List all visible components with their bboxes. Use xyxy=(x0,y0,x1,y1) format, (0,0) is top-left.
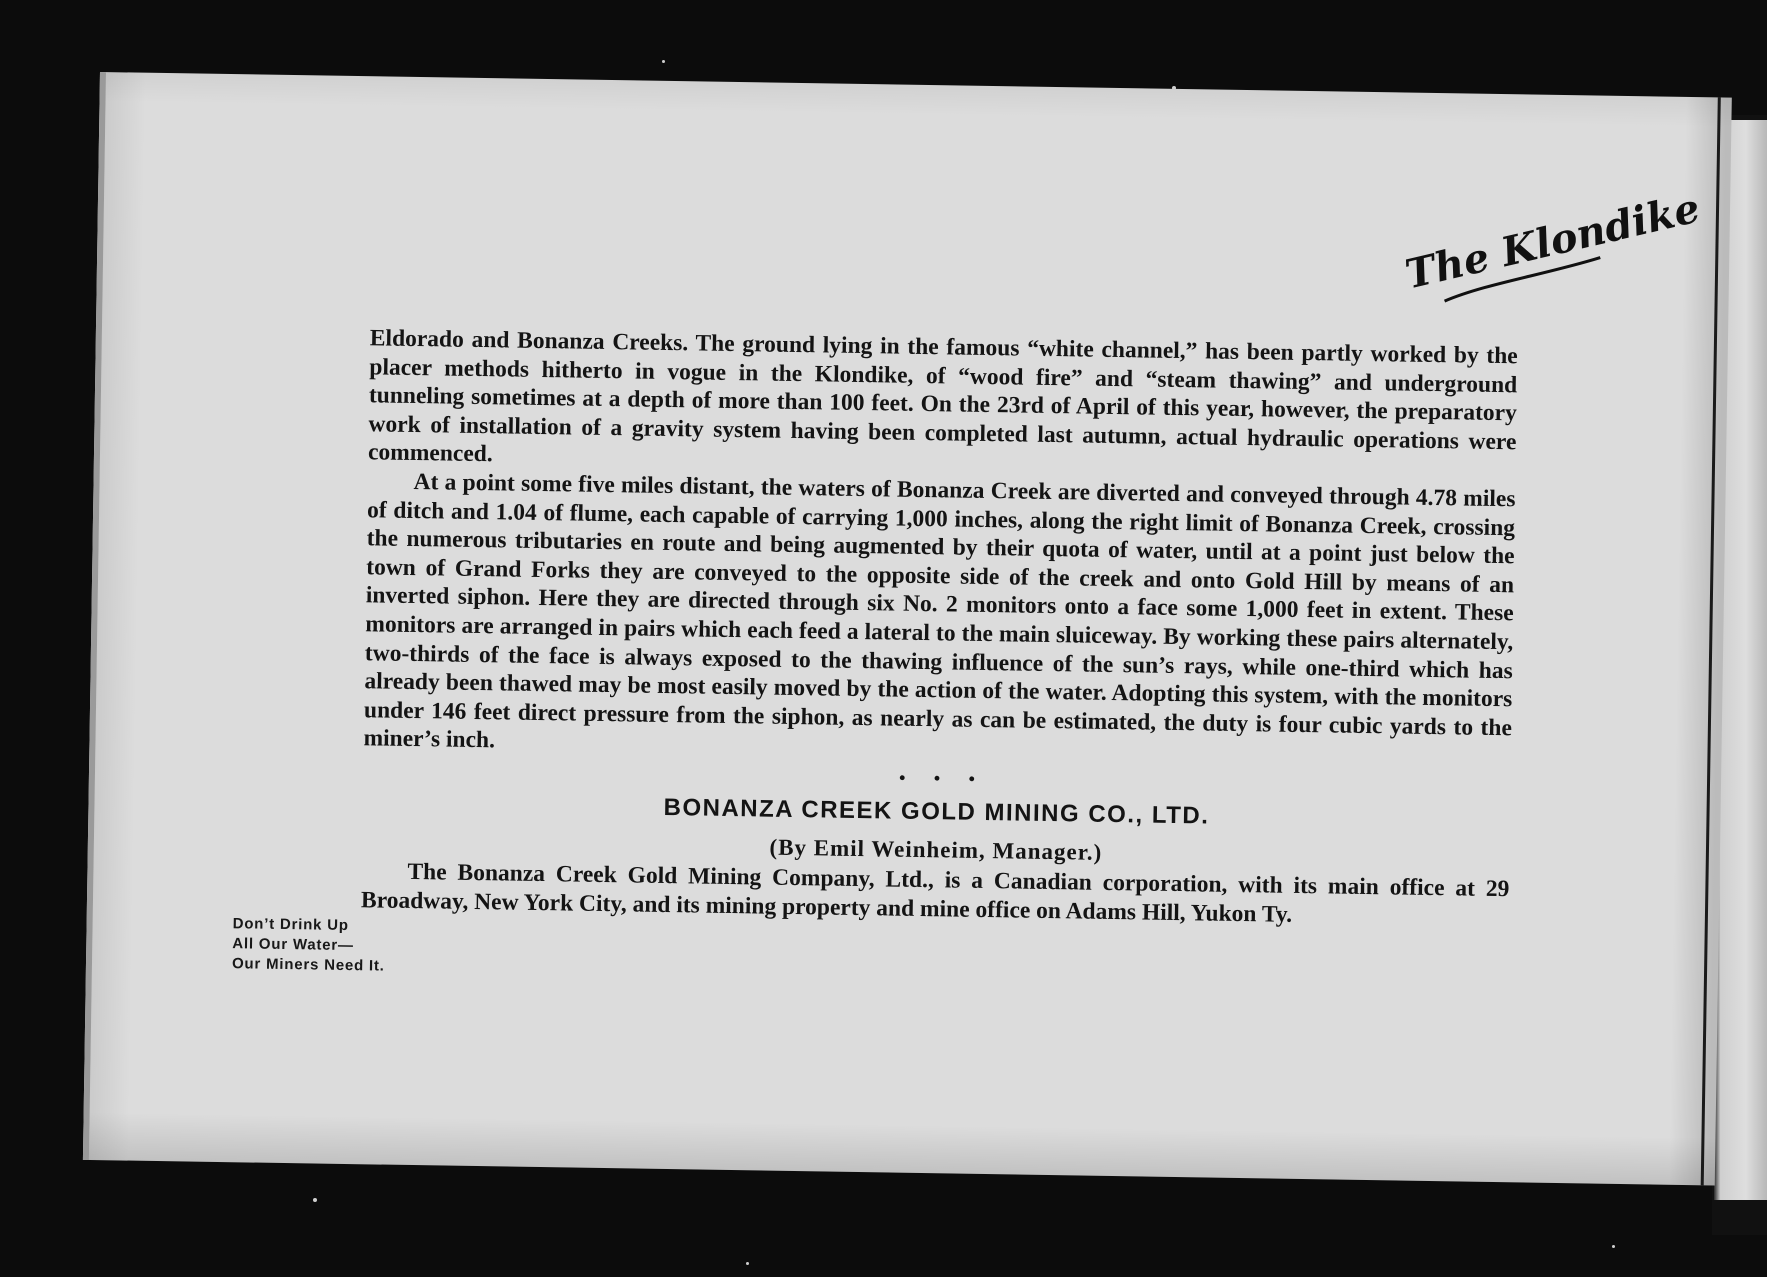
article-body xyxy=(361,324,1518,932)
paragraph-hydraulic-system: At a point some five miles distant, the waters of Bonanza Creek are diverted and conveyed through 4.78 miles of ditch and 1.04 of flume, each capable of carrying 1,000 inches, along the right limit of Bonanza Creek, crossing the numerous tributaries en route and being augmented by their quota of water, until at a point just below the town of Grand Forks they are conveyed to the opposite side of the creek and onto Gold Hill by means of an inverted siphon. Here they are directed through six No. 2 monitors onto a face some 1,000 feet in extent. These monitors are arranged in pairs which each feed a lateral to the main sluiceway. By working these pairs alternately, two-thirds of the face is always exposed to the thawing influence of the sun’s rays, while one-third which has already been thawed may be most easily moved by the action of the water. Adopting this system, with the monitors under 146 feet direct pressure from the siphon, as nearly as can be estimated, the duty is four cubic yards to the miner’s inch. xyxy=(363,468,1516,754)
dust-speck xyxy=(746,1262,749,1265)
dust-speck xyxy=(662,60,665,63)
booklet-page xyxy=(83,72,1732,1186)
dust-speck xyxy=(1612,1245,1615,1248)
klondike-logo xyxy=(1401,184,1705,316)
footer-slogan-line: Our Miners Need It. xyxy=(231,955,385,975)
footer-slogan xyxy=(232,914,386,976)
footer-slogan-line: All Our Water— xyxy=(232,935,354,955)
dust-speck xyxy=(1172,86,1176,90)
section-separator: • • • xyxy=(898,767,988,789)
logo-text: The Klondike xyxy=(1401,184,1705,299)
footer-slogan-line: Don’t Drink Up xyxy=(232,915,349,935)
company-heading: BONANZA CREEK GOLD MINING CO., LTD. xyxy=(663,793,1210,830)
company-byline: (By Emil Weinheim, Manager.) xyxy=(769,834,1103,865)
paragraph-company-info: The Bonanza Creek Gold Mining Company, Ltd., is a Canadian corporation, with its main office at 29 Broadway, New York City, and its mining property and mine office on Adams Hill, Yukon Ty. xyxy=(360,858,1510,928)
dust-speck xyxy=(313,1198,317,1202)
paragraph-eldorado: Eldorado and Bonanza Creeks. The ground lying in the famous “white channel,” has been partly worked by the placer methods hitherto in vogue in the Klondike, of “wood fire” and “steam thawing” and underground tunneling sometimes at a depth of more than 100 feet. On the 23rd of April of this year, however, the preparatory work of installation of a gravity system having been completed last autumn, actual hydraulic operations were commenced. xyxy=(367,325,1518,468)
